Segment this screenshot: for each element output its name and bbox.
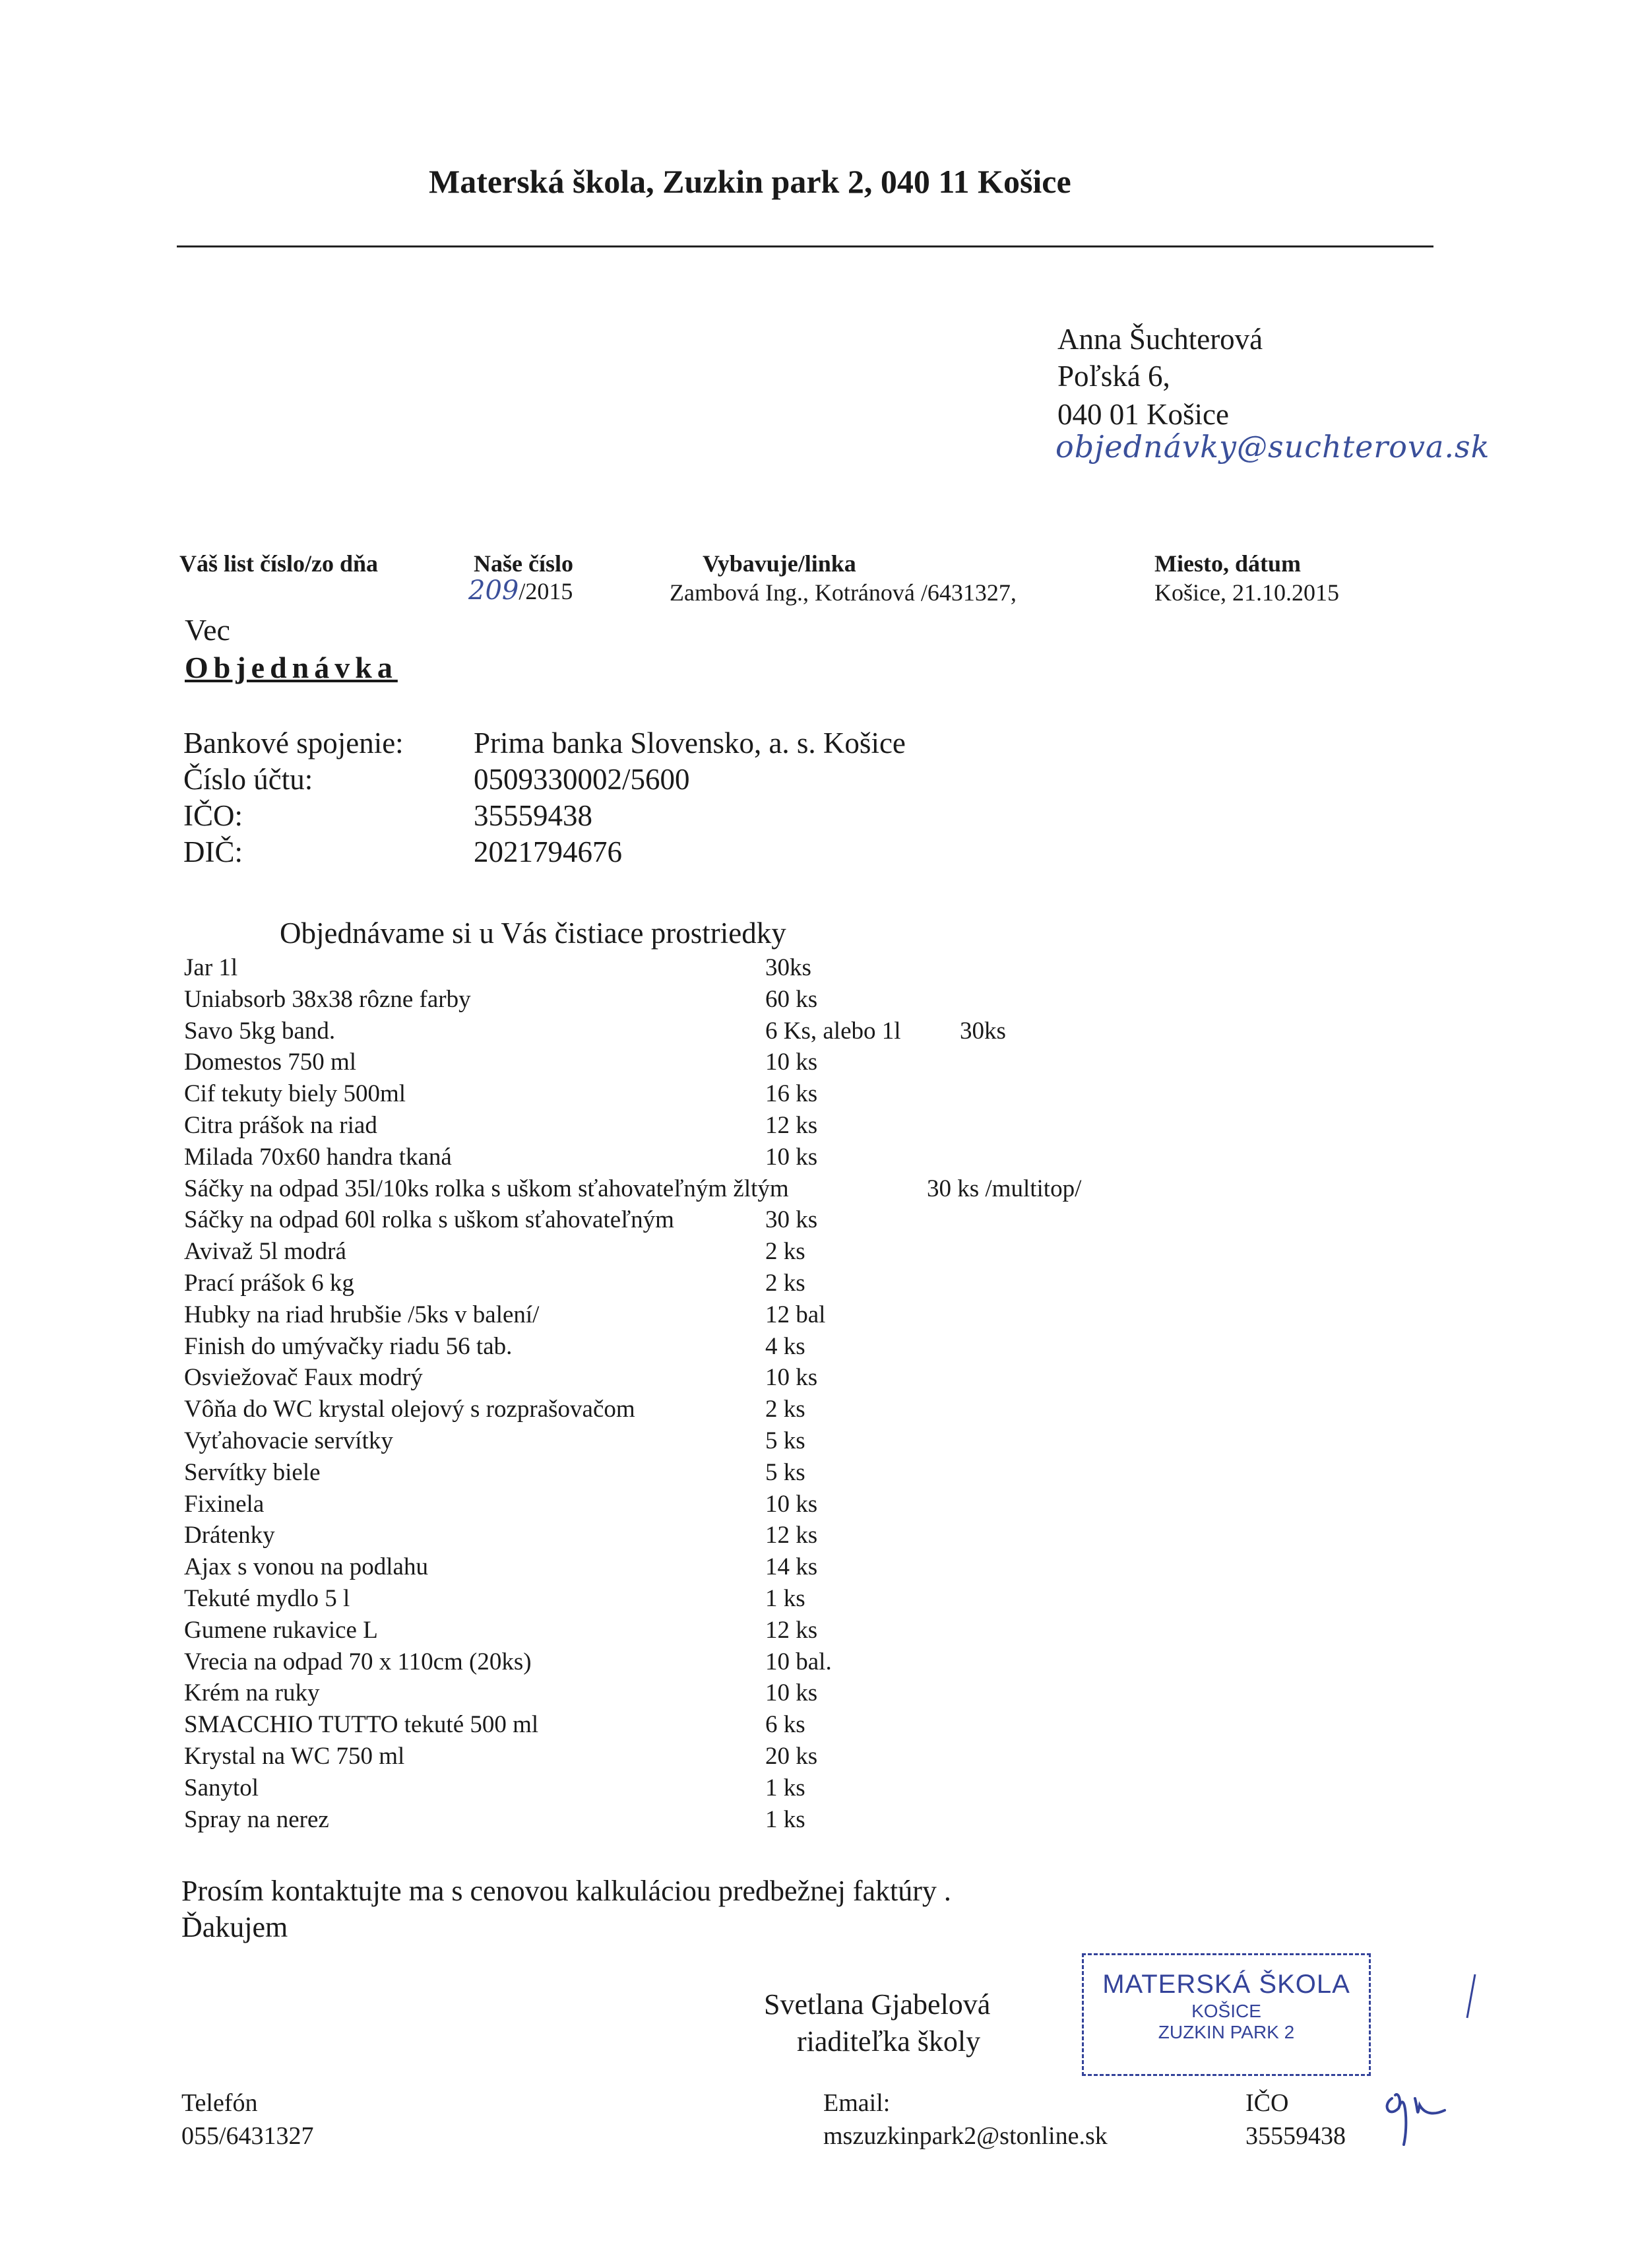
closing-thanks: Ďakujem: [181, 1911, 288, 1943]
signatory-role: riaditeľka školy: [797, 2025, 981, 2057]
order-item-quantity: 4 ks: [765, 1333, 805, 1360]
order-item-name: Ajax s vonou na podlahu: [184, 1553, 428, 1580]
order-intro: Objednávame si u Vás čistiace prostriedky: [280, 917, 786, 950]
school-stamp: [1082, 1953, 1371, 2076]
order-item-name: Vrecia na odpad 70 x 110cm (20ks): [184, 1648, 532, 1675]
bank-row-value: 2021794676: [474, 835, 622, 868]
order-item-name: Osviežovač Faux modrý: [184, 1364, 423, 1391]
order-item-quantity: 16 ks: [765, 1080, 818, 1107]
order-item-name: Spray na nerez: [184, 1806, 329, 1833]
order-item-name: Sanytol: [184, 1774, 259, 1801]
bank-row-label: DIČ:: [183, 835, 243, 868]
order-item-quantity: 1 ks: [765, 1806, 805, 1833]
order-item-name: Krém na ruky: [184, 1679, 320, 1706]
order-item-quantity: 10 ks: [765, 1491, 818, 1518]
order-item-name: Avivaž 5l modrá: [184, 1238, 346, 1265]
pen-mark-icon: [1464, 1973, 1478, 2019]
order-item-quantity: 60 ks: [765, 986, 818, 1013]
our-number-label: Naše číslo: [474, 550, 573, 577]
bank-row-value: 35559438: [474, 799, 592, 832]
order-item-quantity: 12 bal: [765, 1301, 826, 1328]
order-item-quantity: 10 bal.: [765, 1648, 832, 1675]
order-item-name: Vyťahovacie servítky: [184, 1427, 393, 1454]
order-item-name: Hubky na riad hrubšie /5ks v balení/: [184, 1301, 540, 1328]
footer-ico-label: IČO: [1245, 2089, 1289, 2117]
order-item-name: Krystal na WC 750 ml: [184, 1743, 405, 1770]
order-item-quantity: 2 ks: [765, 1238, 805, 1265]
stamp-line-2: KOŠICE: [1191, 2001, 1261, 2021]
order-item-name: Cif tekuty biely 500ml: [184, 1080, 406, 1107]
order-item-quantity: 6 Ks, alebo 1l: [765, 1018, 901, 1045]
order-item-quantity: 2 ks: [765, 1396, 805, 1423]
order-item-quantity: 2 ks: [765, 1270, 805, 1297]
bank-row-label: Bankové spojenie:: [183, 727, 404, 760]
order-item-quantity: 30ks: [765, 954, 811, 981]
recipient-email-handwritten: objednávky@suchterova.sk: [1055, 429, 1490, 465]
order-item-name: Prací prášok 6 kg: [184, 1270, 354, 1297]
closing-request: Prosím kontaktujte ma s cenovou kalkuláciou predbežnej faktúry .: [181, 1875, 951, 1907]
order-item-quantity: 12 ks: [765, 1617, 818, 1644]
handwritten-signature-icon: [1379, 2079, 1458, 2151]
order-item-name: Savo 5kg band.: [184, 1018, 336, 1045]
order-item-name: Fixinela: [184, 1491, 265, 1518]
footer-phone-label: Telefón: [181, 2089, 258, 2117]
order-item-quantity: 5 ks: [765, 1459, 805, 1486]
footer-email-label: Email:: [823, 2089, 891, 2117]
handled-by-value: Zambová Ing., Kotránová /6431327,: [670, 579, 1017, 606]
order-item-quantity: 1 ks: [765, 1585, 805, 1612]
order-item-quantity: 10 ks: [765, 1049, 818, 1076]
order-item-quantity: 10 ks: [765, 1144, 818, 1171]
footer-phone-value: 055/6431327: [181, 2122, 314, 2150]
recipient-city: 040 01 Košice: [1057, 398, 1229, 431]
header-divider: [177, 245, 1433, 247]
order-item-quantity: 14 ks: [765, 1553, 818, 1580]
order-item-name: Milada 70x60 handra tkaná: [184, 1144, 452, 1171]
stamp-line-1: MATERSKÁ ŠKOLA: [1102, 1970, 1350, 1999]
order-item-note: 30ks: [960, 1018, 1006, 1045]
bank-row-label: Číslo účtu:: [183, 763, 313, 796]
order-item-name: Finish do umývačky riadu 56 tab.: [184, 1333, 513, 1360]
order-item-quantity: 30 ks: [765, 1206, 818, 1233]
our-number-suffix: /2015: [519, 578, 573, 604]
signatory-name: Svetlana Gjabelová: [764, 1988, 991, 2021]
recipient-name: Anna Šuchterová: [1057, 323, 1263, 356]
order-item-name: SMACCHIO TUTTO tekuté 500 ml: [184, 1711, 539, 1738]
bank-row-label: IČO:: [183, 799, 243, 832]
recipient-street: Poľská 6,: [1057, 360, 1170, 393]
order-item-name: Uniabsorb 38x38 rôzne farby: [184, 986, 471, 1013]
order-item-name: Sáčky na odpad 35l/10ks rolka s uškom sťahovateľným žltým: [184, 1175, 789, 1202]
subject-label: Vec: [185, 613, 230, 647]
place-date-label: Miesto, dátum: [1154, 550, 1301, 577]
subject-value: Objednávka: [185, 651, 398, 684]
bank-row-value: 0509330002/5600: [474, 763, 690, 796]
order-item-name: Drátenky: [184, 1522, 275, 1549]
order-item-name: Domestos 750 ml: [184, 1049, 357, 1076]
order-item-quantity: 10 ks: [765, 1679, 818, 1706]
footer-ico-value: 35559438: [1245, 2122, 1346, 2150]
order-item-quantity: 12 ks: [765, 1522, 818, 1549]
order-item-name: Vôňa do WC krystal olejový s rozprašovačom: [184, 1396, 635, 1423]
our-number-value: [468, 575, 573, 606]
order-item-name: Tekuté mydlo 5 l: [184, 1585, 350, 1612]
footer-email-value: mszuzkinpark2@stonline.sk: [823, 2122, 1108, 2150]
order-item-quantity: 20 ks: [765, 1743, 818, 1770]
school-title: Materská škola, Zuzkin park 2, 040 11 Košice: [429, 163, 1071, 200]
order-item-note: 30 ks /multitop/: [927, 1175, 1082, 1202]
order-item-quantity: 1 ks: [765, 1774, 805, 1801]
order-item-name: Sáčky na odpad 60l rolka s uškom sťahovateľným: [184, 1206, 674, 1233]
place-date-value: Košice, 21.10.2015: [1154, 579, 1339, 606]
bank-row-value: Prima banka Slovensko, a. s. Košice: [474, 727, 906, 760]
order-item-name: Jar 1l: [184, 954, 238, 981]
order-item-quantity: 12 ks: [765, 1112, 818, 1139]
order-item-quantity: 6 ks: [765, 1711, 805, 1738]
order-item-name: Gumene rukavice L: [184, 1617, 378, 1644]
order-item-quantity: 5 ks: [765, 1427, 805, 1454]
order-item-quantity: 10 ks: [765, 1364, 818, 1391]
your-letter-label: Váš list číslo/zo dňa: [179, 550, 379, 577]
order-item-name: Servítky biele: [184, 1459, 321, 1486]
our-number-handwritten: 209: [468, 575, 519, 606]
stamp-line-3: ZUZKIN PARK 2: [1158, 2022, 1295, 2042]
order-item-name: Citra prášok na riad: [184, 1112, 377, 1139]
handled-by-label: Vybavuje/linka: [703, 550, 856, 577]
